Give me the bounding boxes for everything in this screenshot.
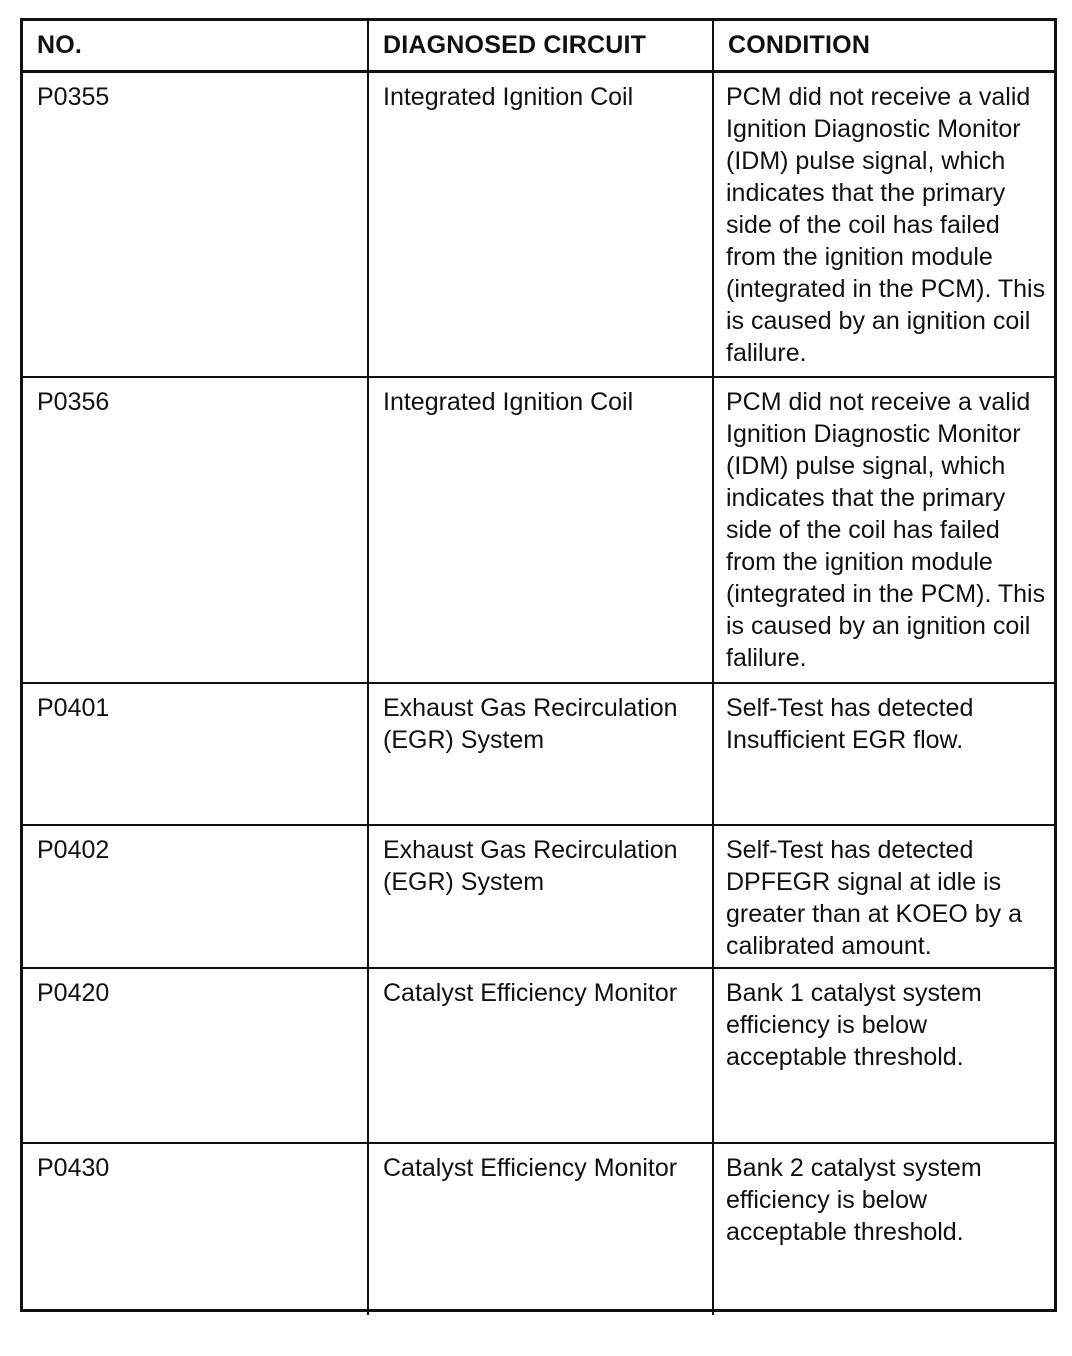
cell-circuit: Integrated Ignition Coil bbox=[368, 71, 713, 377]
dtc-table bbox=[23, 21, 1054, 1315]
cell-circuit: Exhaust Gas Recirculation (EGR) System bbox=[368, 683, 713, 825]
cell-condition: PCM did not receive a valid Ignition Diagnostic Monitor (IDM) pulse signal, which indicates that the primary side of the coil has failed from the ignition module (integrated in the PCM). This is caused by an ignition coil falilure. bbox=[713, 71, 1054, 377]
cell-code: P0402 bbox=[23, 825, 368, 968]
table-row bbox=[23, 71, 1054, 377]
cell-code: P0356 bbox=[23, 377, 368, 683]
cell-code: P0430 bbox=[23, 1143, 368, 1315]
cell-condition: Self-Test has detected DPFEGR signal at idle is greater than at KOEO by a calibrated amount. bbox=[713, 825, 1054, 968]
cell-circuit: Integrated Ignition Coil bbox=[368, 377, 713, 683]
dtc-table-container bbox=[20, 18, 1057, 1312]
cell-condition: Bank 2 catalyst system efficiency is below acceptable threshold. bbox=[713, 1143, 1054, 1315]
header-no: NO. bbox=[23, 21, 368, 71]
cell-code: P0420 bbox=[23, 968, 368, 1143]
header-row bbox=[23, 21, 1054, 71]
cell-code: P0401 bbox=[23, 683, 368, 825]
table-body bbox=[23, 71, 1054, 1315]
cell-condition: PCM did not receive a valid Ignition Diagnostic Monitor (IDM) pulse signal, which indicates that the primary side of the coil has failed from the ignition module (integrated in the PCM). This is caused by an ignition coil falilure. bbox=[713, 377, 1054, 683]
table-row bbox=[23, 377, 1054, 683]
cell-condition: Self-Test has detected Insufficient EGR flow. bbox=[713, 683, 1054, 825]
header-diagnosed-circuit: DIAGNOSED CIRCUIT bbox=[368, 21, 713, 71]
table-header bbox=[23, 21, 1054, 71]
cell-code: P0355 bbox=[23, 71, 368, 377]
table-row bbox=[23, 1143, 1054, 1315]
table-row bbox=[23, 683, 1054, 825]
table-row bbox=[23, 968, 1054, 1143]
header-condition: CONDITION bbox=[713, 21, 1054, 71]
table-row bbox=[23, 825, 1054, 968]
cell-circuit: Catalyst Efficiency Monitor bbox=[368, 1143, 713, 1315]
cell-circuit: Catalyst Efficiency Monitor bbox=[368, 968, 713, 1143]
cell-circuit: Exhaust Gas Recirculation (EGR) System bbox=[368, 825, 713, 968]
cell-condition: Bank 1 catalyst system efficiency is below acceptable threshold. bbox=[713, 968, 1054, 1143]
